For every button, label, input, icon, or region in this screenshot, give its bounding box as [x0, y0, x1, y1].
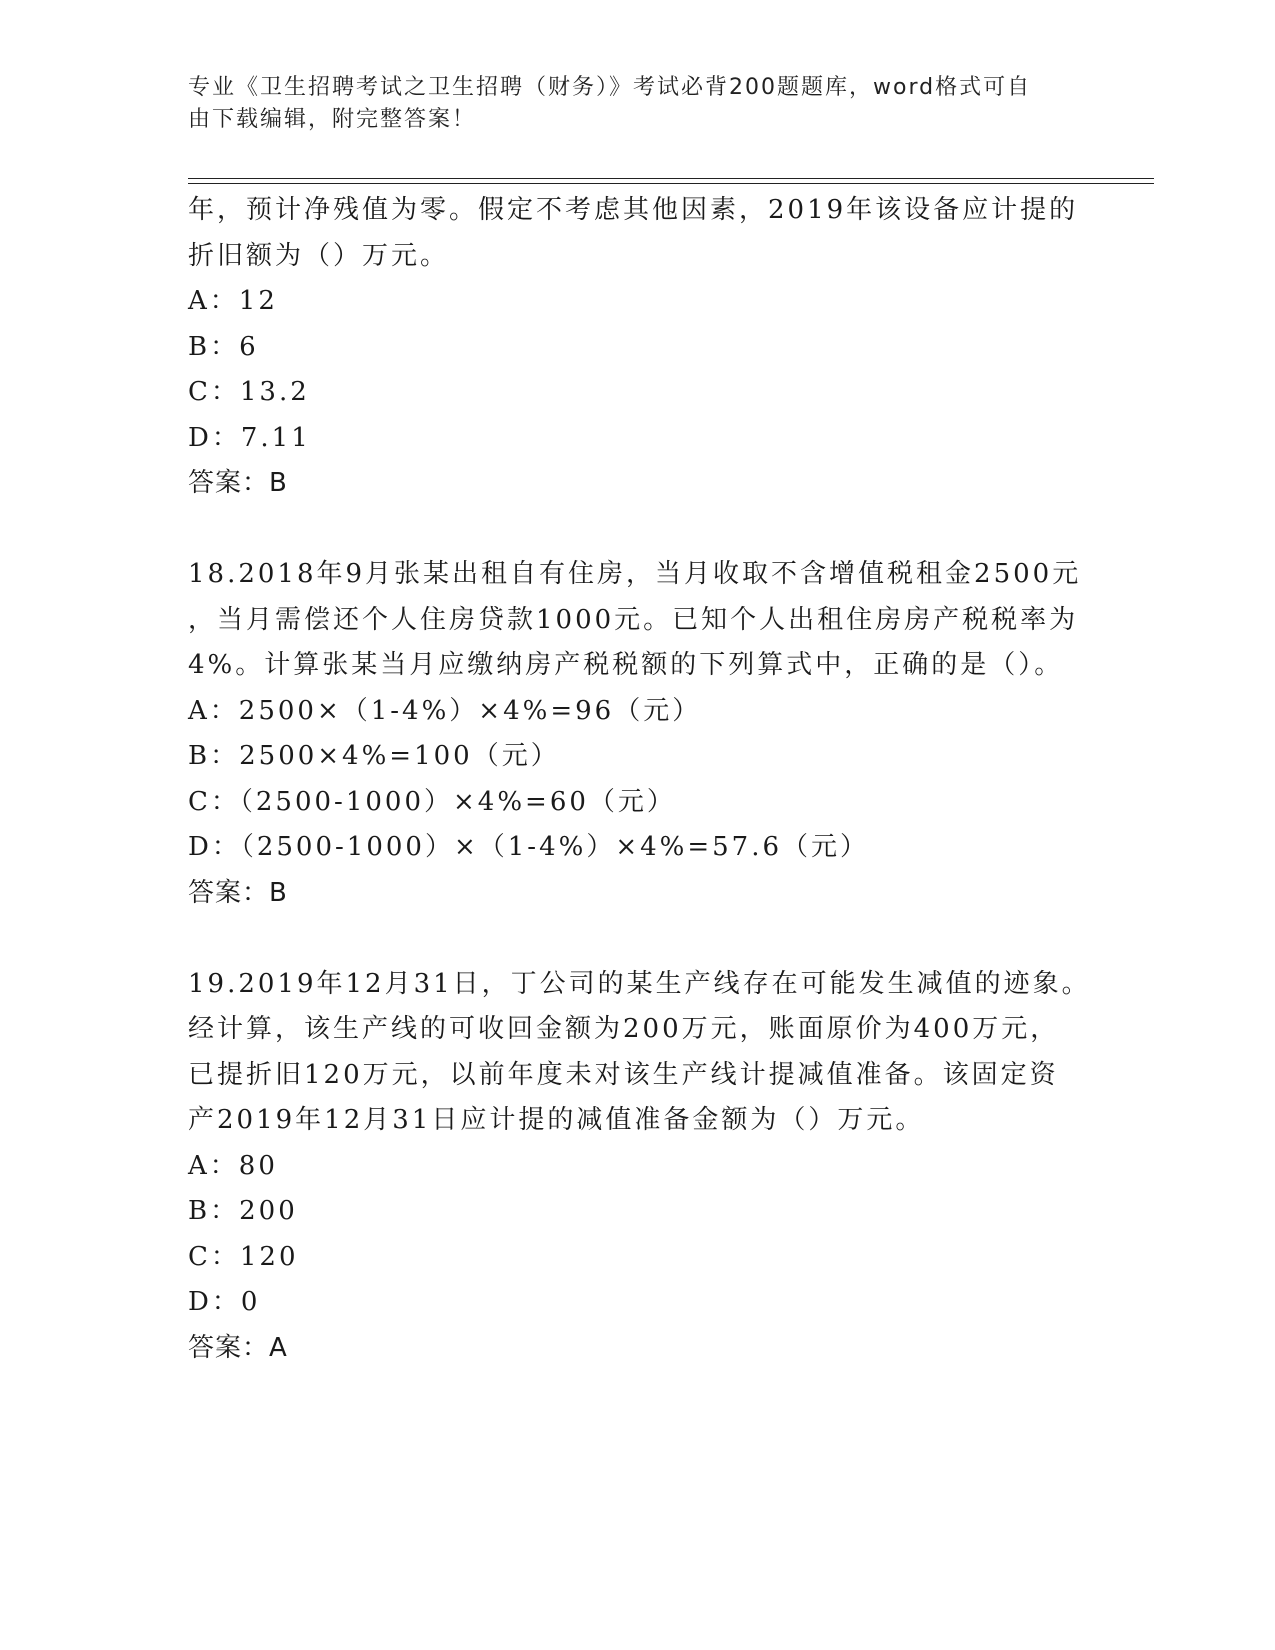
- page-header: [188, 72, 1068, 136]
- question-18: [188, 552, 1088, 916]
- header-divider-bottom: [188, 183, 1154, 184]
- question-17: [188, 188, 1088, 507]
- question-stem-line: 经计算，该生产线的可收回金额为200万元，账面原价为400万元，: [188, 1014, 1060, 1044]
- option-d: D：7.11: [188, 422, 311, 453]
- header-title-line-2: 由下载编辑，附完整答案！: [188, 107, 477, 132]
- option-d: D：（2500-1000）×（1-4%）×4%=57.6（元）: [188, 832, 870, 862]
- option-c: C：（2500-1000）×4%=60（元）: [188, 786, 676, 817]
- question-stem-line: 折旧额为（）万元。: [188, 240, 450, 271]
- answer: 答案：B: [188, 877, 288, 908]
- option-a: A：12: [188, 286, 278, 316]
- question-spacer: [188, 916, 1088, 962]
- question-stem-line: 19.2019年12月31日，丁公司的某生产线存在可能发生减值的迹象。: [188, 968, 1091, 999]
- question-stem-line: 18.2018年9月张某出租自有住房，当月收取不含增值税租金2500元: [188, 559, 1082, 589]
- option-d: D：0: [188, 1287, 261, 1317]
- header-divider-top: [188, 178, 1154, 179]
- question-spacer: [188, 507, 1088, 553]
- question-stem-line: ，当月需偿还个人住房贷款1000元。已知个人出租住房房产税税率为: [188, 604, 1079, 635]
- header-title-line-1: 专业《卫生招聘考试之卫生招聘（财务）》考试必背200题题库，word格式可自: [188, 75, 1032, 100]
- option-b: B：2500×4%=100（元）: [188, 741, 560, 771]
- option-a: A：2500×（1-4%）×4%=96（元）: [188, 695, 702, 726]
- question-stem-line: 产2019年12月31日应计提的减值准备金额为（）万元。: [188, 1105, 925, 1135]
- answer: 答案：A: [188, 1332, 288, 1363]
- question-stem-line: 已提折旧120万元，以前年度未对该生产线计提减值准备。该固定资: [188, 1059, 1059, 1090]
- document-body: [188, 188, 1091, 1371]
- option-c: C：13.2: [188, 377, 310, 407]
- answer: 答案：B: [188, 468, 288, 498]
- question-19: [188, 962, 1091, 1372]
- question-stem-line: 4%。计算张某当月应缴纳房产税税额的下列算式中，正确的是（）。: [188, 650, 1064, 680]
- option-a: A：80: [188, 1150, 278, 1181]
- option-c: C：120: [188, 1241, 299, 1272]
- option-b: B：200: [188, 1196, 298, 1226]
- option-b: B：6: [188, 331, 259, 362]
- question-stem-line: 年，预计净残值为零。假定不考虑其他因素，2019年该设备应计提的: [188, 195, 1079, 225]
